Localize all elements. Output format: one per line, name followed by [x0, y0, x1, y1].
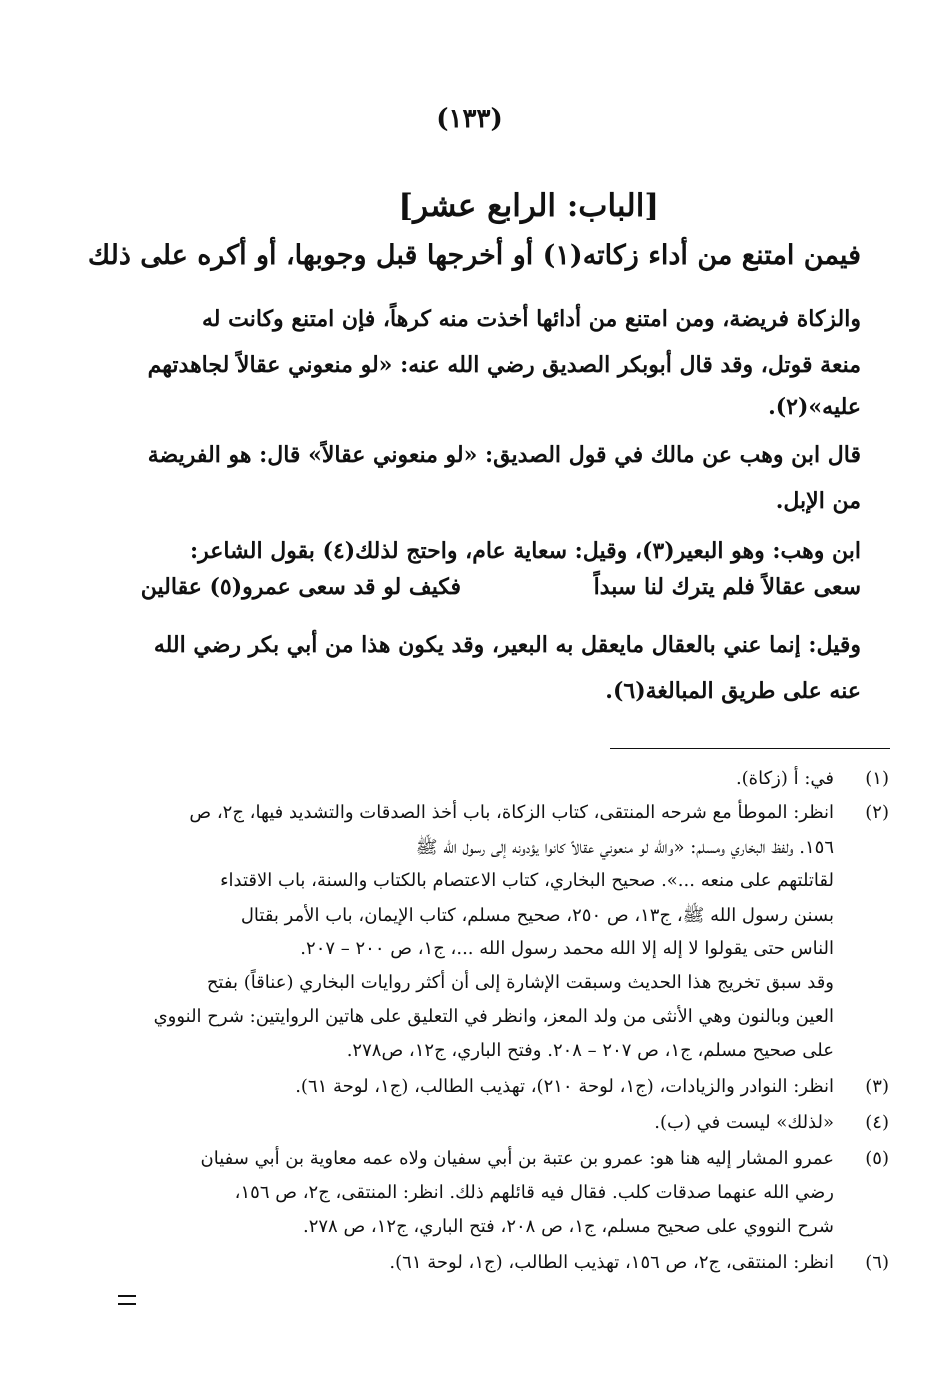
footnote-line: انظر: الموطأ مع شرحه المنتقى، كتاب الزكاة، باب أخذ الصدقات والتشديد فيها، ج٢، ص	[189, 802, 834, 823]
paragraph-line: عنه على طريق المبالغة(٦).	[605, 678, 861, 704]
footnote-line: عمرو المشار إليه هنا هو: عمرو بن عتبة بن أبي سفيان ولاه عمه معاوية بن أبي سفيان	[200, 1148, 834, 1169]
verse-second-hemistich: فكيف لو قد سعى عمرو(٥) عقالين	[140, 574, 461, 600]
footnote-line: انظر: المنتقى، ج٢، ص ١٥٦، تهذيب الطالب، (ج١، لوحة ٦١).	[389, 1252, 834, 1273]
footnote-line: لقاتلتهم على منعه ...». صحيح البخاري، كتاب الاعتصام بالكتاب والسنة، باب الاقتداء	[220, 870, 834, 891]
paragraph-line: قال ابن وهب عن مالك في قول الصديق: «لو منعوني عقالاً» قال: هو الفريضة	[147, 442, 861, 468]
paragraph-line: ابن وهب: وهو البعير(٣)، وقيل: سعاية عام، واحتج لذلك(٤) بقول الشاعر:	[190, 538, 861, 564]
footnote-number: (٤)	[865, 1112, 889, 1133]
paragraph-line: منعة قوتل، وقد قال أبوبكر الصديق رضي الله عنه: «لو منعوني عقالاً لجاهدتهم	[147, 352, 861, 378]
verse-first-hemistich: سعى عقالاً فلم يترك لنا سبداً	[593, 574, 861, 600]
paragraph-line: عليه»(٢).	[768, 394, 861, 420]
paragraph-line: من الإبل.	[775, 488, 861, 514]
footnote-line: ١٥٦. ولفظ البخاري ومسلم: «والله لو منعوني عقالاً كانوا يؤدونه إلى رسول الله ﷺ	[415, 837, 834, 858]
page-number: (١٣٣)	[436, 104, 503, 134]
footnote-line: انظر: النوادر والزيادات، (ج١، لوحة ٢١٠)، تهذيب الطالب، (ج١، لوحة ٦١).	[295, 1076, 834, 1097]
footnote-line: رضي الله عنهما صدقات كلب. فقال فيه قائلهم ذلك. انظر: المنتقى، ج٢، ص ١٥٦،	[234, 1182, 834, 1203]
footnote-line: «لذلك» ليست في (ب).	[654, 1112, 834, 1133]
footnote-line: الناس حتى يقولوا لا إله إلا الله محمد رسول الله ...، ج١، ص ٢٠٠ – ٢٠٧.	[300, 938, 834, 959]
footnote-line: العين وبالنون وهي الأنثى من ولد المعز، وانظر في التعليق على هاتين الروايتين: شرح النووي	[153, 1006, 834, 1027]
footnote-separator	[610, 748, 890, 749]
footnote-number: (٦)	[865, 1252, 889, 1273]
footnote-line: وقد سبق تخريج هذا الحديث وسبقت الإشارة إلى أن أكثر روايات البخاري (عناقاً) بفتح	[206, 972, 834, 993]
chapter-subtitle: فيمن امتنع من أداء زكاته(١) أو أخرجها قبل وجوبها، أو أكره على ذلك	[87, 240, 861, 271]
footnote-number: (٣)	[865, 1076, 889, 1097]
footnote-number: (٥)	[865, 1148, 889, 1169]
paragraph-line: وقيل: إنما عني بالعقال مايعقل به البعير، وقد يكون هذا من أبي بكر رضي الله	[153, 632, 861, 658]
footnote-line: بسنن رسول الله ﷺ، ج١٣، ص ٢٥٠، صحيح مسلم، كتاب الإيمان، باب الأمر بقتال	[240, 905, 834, 926]
footnote-number: (٢)	[865, 802, 889, 823]
paragraph-line: والزكاة فريضة، ومن امتنع من أدائها أخذت منه كرهاً، فإن امتنع وكانت له	[202, 306, 861, 332]
footnote-line: في: أ (زكاة).	[735, 768, 834, 789]
footnote-line: على صحيح مسلم، ج١، ص ٢٠٧ – ٢٠٨. وفتح الباري، ج١٢، ص٢٧٨.	[346, 1040, 834, 1061]
end-mark	[118, 1295, 136, 1305]
chapter-title: [الباب: الرابع عشر]	[398, 188, 659, 224]
footnote-number: (١)	[865, 768, 889, 789]
footnote-line: شرح النووي على صحيح مسلم، ج١، ص ٢٠٨، فتح الباري، ج١٢، ص ٢٧٨.	[302, 1216, 834, 1237]
